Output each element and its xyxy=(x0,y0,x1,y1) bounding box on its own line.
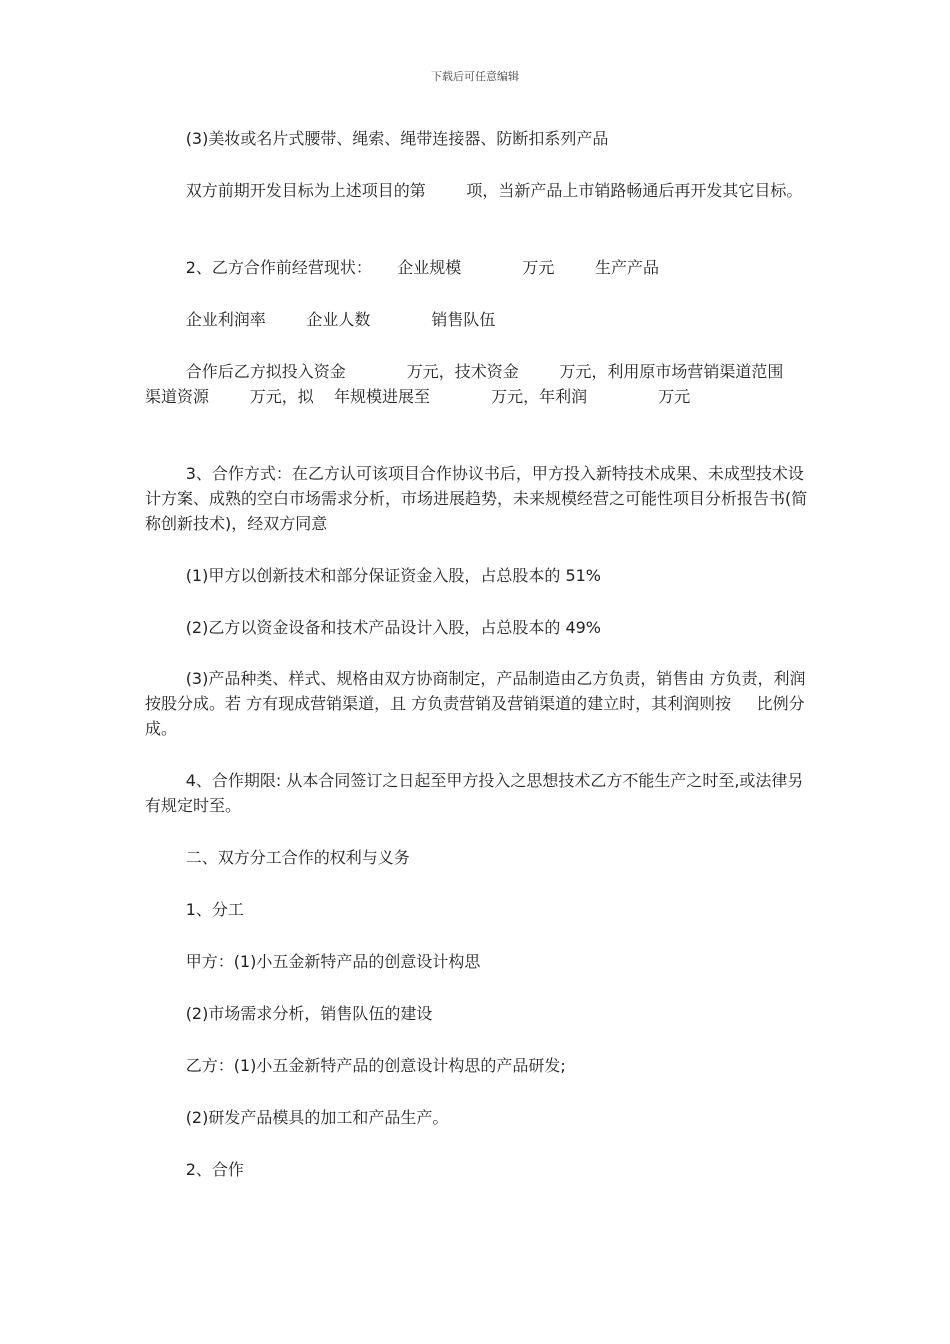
paragraph-product-profit: (3)产品种类、样式、规格由双方协商制定，产品制造由乙方负责，销售由 方负责，利润按股分成。若 方有现成营销渠道，且 方负责营销及营销渠道的建立时，其利润则按 比例分成。 xyxy=(145,669,806,738)
paragraph-party-b-investment: 合作后乙方拟投入资金 万元，技术资金 万元，利用原市场营销渠道范围 渠道资源 万元，拟 年规模进展至 万元，年利润 万元 xyxy=(145,362,936,406)
paragraph-development-goal: 双方前期开发目标为上述项目的第 项，当新产品上市销路畅通后再开发其它目标。 xyxy=(145,181,803,200)
paragraph-party-a-duty-1: 甲方：(1)小五金新特产品的创意设计构思 xyxy=(145,952,481,971)
paragraph-cooperation-method: 3、合作方式：在乙方认可该项目合作协议书后，甲方投入新特技术成果、未成型技术设计方案、成熟的空白市场需求分析，市场进展趋势，未来规模经营之可能性项目分析报告书(简称创新技术)，经双方同意 xyxy=(145,464,808,533)
paragraph-party-a-duty-2: (2)市场需求分析，销售队伍的建设 xyxy=(145,1004,433,1023)
paragraph-cooperation-term: 4、合作期限: 从本合同签订之日起至甲方投入之思想技术乙方不能生产之时至,或法律另有规定时至。 xyxy=(145,771,804,815)
paragraph-party-b-duty-2: (2)研发产品模具的加工和产品生产。 xyxy=(145,1108,449,1127)
paragraph-party-b-duty-1: 乙方：(1)小五金新特产品的创意设计构思的产品研发; xyxy=(145,1056,566,1075)
paragraph-party-a-share: (1)甲方以创新技术和部分保证资金入股，占总股本的 51% xyxy=(145,566,602,585)
page-header-note: 下载后可任意编辑 xyxy=(431,70,519,83)
subsection-heading-cooperation: 2、合作 xyxy=(145,1160,244,1179)
paragraph-party-b-status: 2、乙方合作前经营现状： 企业规模 万元 生产产品 xyxy=(145,258,660,277)
section-heading-rights-duties: 二、双方分工合作的权利与义务 xyxy=(145,848,410,867)
subsection-heading-division: 1、分工 xyxy=(145,900,244,919)
paragraph-party-b-metrics: 企业利润率 企业人数 销售队伍 xyxy=(145,310,496,329)
paragraph-party-b-share: (2)乙方以资金设备和技术产品设计入股，占总股本的 49% xyxy=(145,618,602,637)
paragraph-product-series: (3)美妆或名片式腰带、绳索、绳带连接器、防断扣系列产品 xyxy=(145,129,609,148)
